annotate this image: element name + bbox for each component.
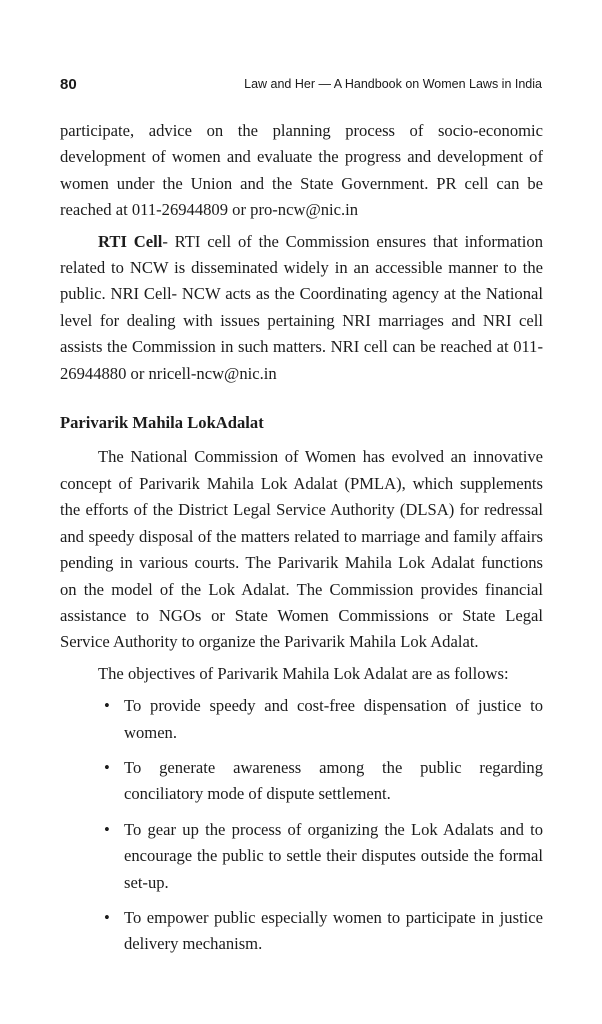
list-item-text: To generate awareness among the public regarding conciliatory mode of dispute settlement.: [124, 757, 543, 804]
paragraph-objectives-intro: The objectives of Parivarik Mahila Lok Adalat are as follows:: [98, 663, 509, 683]
bullet-icon: •: [104, 757, 110, 777]
bullet-icon: •: [104, 696, 110, 716]
page-header: [60, 76, 542, 96]
list-item: [60, 905, 543, 958]
list-item: [60, 755, 543, 808]
list-item: [60, 817, 543, 896]
body-text: [60, 118, 543, 958]
paragraph-rti-cell: [60, 229, 543, 387]
rti-cell-text: - RTI cell of the Commission ensures that information related to NCW is disseminated widely in an accessible manner to the public. NRI Cell- NCW acts as the Coordinating agency at the National level for dealing with issues pertaining NRI marriages and NRI cell assists the Commission in such matters. NRI cell can be reached at 011-26944880 or nricell-ncw@nic.in: [60, 231, 543, 383]
section-heading: Parivarik Mahila LokAdalat: [60, 413, 264, 433]
objectives-list: [60, 693, 543, 958]
list-item-text: To gear up the process of organizing the Lok Adalats and to encourage the public to settle their disputes outside the formal set-up.: [124, 819, 543, 892]
list-item-text: To provide speedy and cost-free dispensation of justice to women.: [124, 696, 543, 742]
list-item: [60, 693, 543, 746]
rti-cell-lead: RTI Cell: [98, 231, 163, 251]
bullet-icon: •: [104, 819, 110, 839]
page-number: 80: [60, 76, 77, 93]
paragraph-pmla-intro: The National Commission of Women has evolved an innovative concept of Parivarik Mahila Lok Adalat (PMLA), which supplements the efforts of the District Legal Service Authority (DLSA) for redressal and speedy disposal of the matters related to marriage and family affairs pending in various courts. The Parivarik Mahila Lok Adalat functions on the model of the Lok Adalat. The Commission provides financial assistance to NGOs or State Women Commissions or State Legal Service Authority to organize the Parivarik Mahila Lok Adalat.: [60, 447, 543, 652]
list-item-text: To empower public especially women to participate in justice delivery mechanism.: [124, 907, 543, 954]
paragraph-pr-cell: participate, advice on the planning process of socio-economic development of women and evaluate the progress and development of women under the Union and the State Government. PR cell can be reached at 011-26944809 or pro-ncw@nic.in: [60, 121, 543, 220]
bullet-icon: •: [104, 907, 110, 927]
running-title: Law and Her — A Handbook on Women Laws in India: [244, 77, 542, 91]
